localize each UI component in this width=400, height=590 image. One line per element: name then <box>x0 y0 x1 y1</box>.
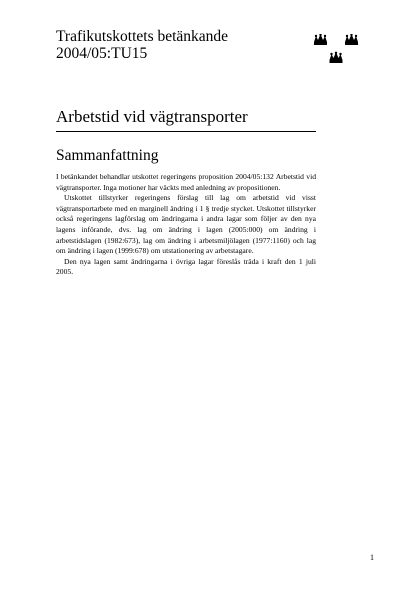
committee-header <box>56 28 228 62</box>
committee-name: Trafikutskottets betänkande <box>56 28 229 45</box>
summary-paragraph: Den nya lagen samt ändringarna i övriga lagar föreslås träda i kraft den 1 juli 2005. <box>56 256 316 277</box>
report-number: 2004/05:TU15 <box>56 45 148 62</box>
summary-body <box>56 172 316 278</box>
three-crowns-icon <box>313 34 359 66</box>
title-divider <box>56 131 316 132</box>
section-heading: Sammanfattning <box>56 147 159 164</box>
summary-paragraph: I betänkandet behandlar utskottet regeringens proposition 2004/05:132 Arbetstid vid vägtransporter. Inga motioner har väckts med anledning av propositionen. <box>56 172 316 192</box>
page-number: 1 <box>370 553 374 562</box>
summary-paragraph: Utskottet tillstyrker regeringens förslag till lag om arbetstid vid visst vägtransportarbete med en marginell ändring i 1 § tredje stycket. Utskottet tillstyrker också regeringens lagförslag om ändringarna i andra lagar som följer av den nya lagens införande, dvs. lag om ändring i lagen (2005:000) om ändring i arbetstidslagen (1982:673), lag om ändring i arbetsmiljölagen (1977:1160) och lag om ändring i lagen (1999:678) om utstationering av arbetstagare. <box>56 193 316 256</box>
document-title: Arbetstid vid vägtransporter <box>56 107 248 126</box>
